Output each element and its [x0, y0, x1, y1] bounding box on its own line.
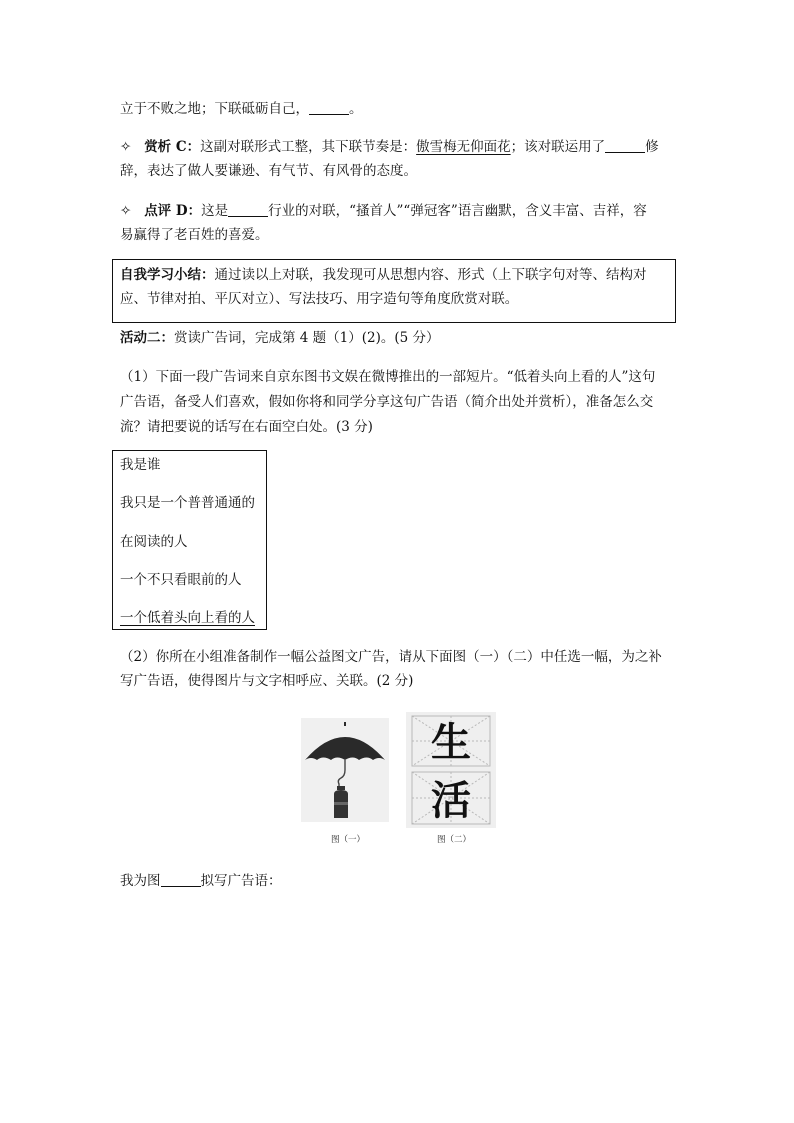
umbrella-fire-extinguisher-icon: [301, 718, 389, 822]
paragraph-appreciation-c: ✧ 赏析 C：这副对联形式工整，其下联节奏是：傲雪梅无仰面花；该对联运用了 修: [120, 139, 659, 155]
activity-two-heading: 活动二：赏读广告词，完成第 4 题（1）(2)。(5 分）: [120, 330, 440, 346]
diamond-bullet-icon: ✧: [120, 203, 132, 219]
slogan-line: 在阅读的人: [120, 534, 188, 550]
question-2-line2: 写广告语，使得图片与文字相呼应、关联。(2 分): [120, 673, 414, 689]
paragraph-comment-d-line2: 易赢得了老百姓的喜爱。: [120, 227, 269, 243]
figure-1-image: [301, 718, 389, 822]
answer-blank[interactable]: [228, 203, 268, 217]
figure-1-caption: 图（一）: [331, 835, 366, 845]
question-2-line1: （2）你所在小组准备制作一幅公益图文广告，请从下面图（一）（二）中任选一幅，为之补: [120, 649, 662, 665]
figure-choice-blank[interactable]: [161, 873, 201, 887]
answer-blank[interactable]: [309, 101, 349, 115]
answer-prompt: 我为图 拟写广告语：: [120, 873, 282, 889]
figure-2-image: [406, 712, 496, 828]
question-1-line3: 流？请把要说的话写在右面空白处。(3 分): [120, 419, 373, 435]
slogan-line: 我是谁: [120, 457, 161, 473]
figure-2-caption: 图（二）: [437, 835, 472, 845]
answer-blank[interactable]: [605, 139, 645, 153]
diamond-bullet-icon: ✧: [120, 139, 132, 155]
tian-grid-characters: [406, 712, 496, 828]
summary-line2: 应、节律对拍、平仄对立）、写法技巧、用字造句等角度欣赏对联。: [120, 291, 519, 307]
question-1-line2: 广告语，备受人们喜欢，假如你将和同学分享这句广告语（简介出处并赏析），准备怎么交: [120, 394, 654, 410]
paragraph-appreciation-c-line2: 辞，表达了做人要谦逊、有气节、有风骨的态度。: [120, 163, 417, 179]
char-huo: 活: [431, 778, 471, 824]
summary-line1: 自我学习小结：通过读以上对联，我发现可从思想内容、形式（上下联字句对等、结构对: [120, 267, 647, 283]
slogan-line-underlined: 一个低着头向上看的人: [120, 610, 255, 626]
char-sheng: 生: [431, 720, 471, 766]
paragraph-comment-d: ✧ 点评 D：这是 行业的对联，“搔首人”“弹冠客”语言幽默，含义丰富、吉祥，容: [120, 203, 647, 219]
slogan-line: 一个不只看眼前的人: [120, 572, 242, 588]
question-1-line1: （1）下面一段广告词来自京东图书文娱在微博推出的一部短片。“低着头向上看的人”这句: [120, 369, 656, 385]
paragraph-couplet-end: 立于不败之地；下联砥砺自己， 。: [120, 101, 363, 117]
slogan-line: 我只是一个普普通通的: [120, 495, 255, 511]
